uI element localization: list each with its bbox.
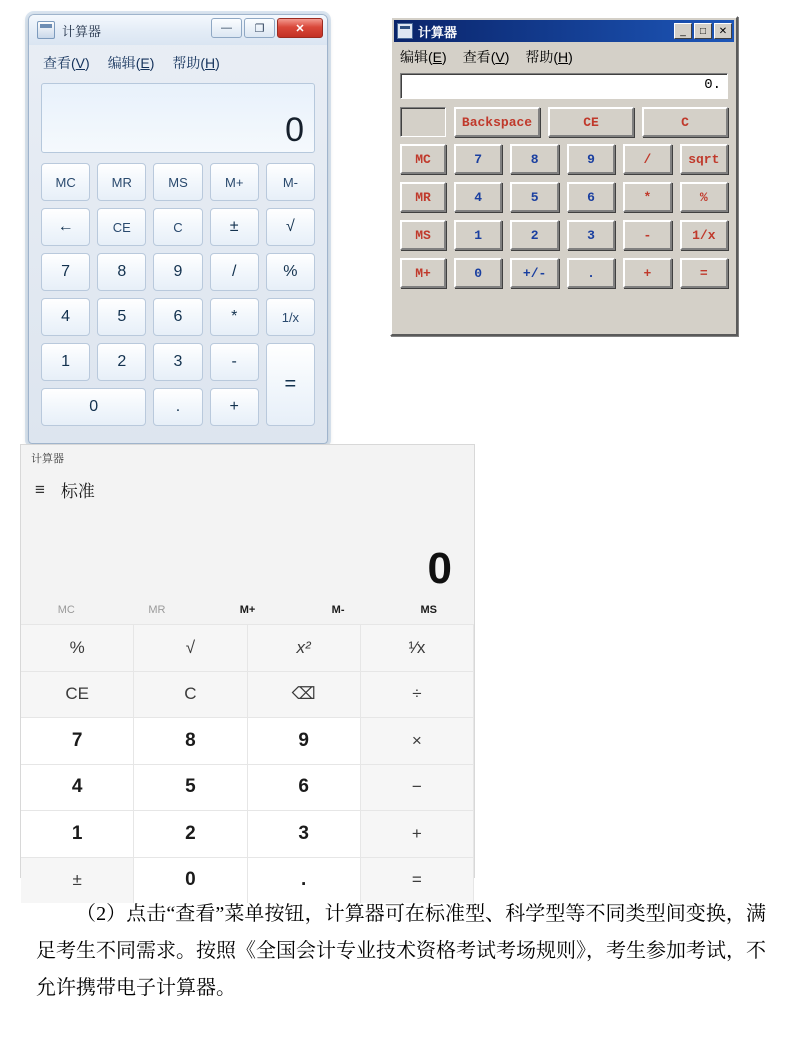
win7-display-value: 0 [285, 111, 304, 149]
key-1[interactable]: 1 [41, 343, 90, 381]
win7-window-title: 计算器 [62, 23, 102, 39]
backspace-icon[interactable]: ⌫ [248, 671, 361, 718]
key-1[interactable]: 1 [21, 810, 134, 857]
key-multiply[interactable]: * [210, 298, 259, 336]
key-0[interactable]: 0 [134, 857, 247, 904]
key-2[interactable]: 2 [134, 810, 247, 857]
key-9[interactable]: 9 [248, 717, 361, 764]
key-reciprocal[interactable]: 1/x [266, 298, 315, 336]
key-6[interactable]: 6 [567, 182, 615, 212]
key-ce[interactable]: CE [97, 208, 146, 246]
win10-header [21, 469, 474, 508]
calculator-icon [37, 21, 55, 39]
key-decimal[interactable]: . [567, 258, 615, 288]
key-minus[interactable]: - [623, 220, 671, 250]
close-button[interactable]: ✕ [714, 23, 732, 39]
key-5[interactable]: 5 [97, 298, 146, 336]
key-m-minus[interactable]: M- [331, 604, 345, 616]
key-percent[interactable]: % [680, 182, 728, 212]
key-3[interactable]: 3 [567, 220, 615, 250]
key-multiply[interactable]: × [361, 717, 474, 764]
winxp-window-controls [674, 23, 732, 39]
key-2[interactable]: 2 [97, 343, 146, 381]
key-7[interactable]: 7 [41, 253, 90, 291]
key-percent[interactable]: % [266, 253, 315, 291]
key-divide[interactable]: / [623, 144, 671, 174]
key-reciprocal[interactable]: ¹⁄x [361, 624, 474, 671]
winxp-title-bar[interactable] [394, 20, 734, 42]
key-m-minus[interactable]: M- [266, 163, 315, 201]
win10-memory-row [21, 598, 474, 624]
win10-display-value: 0 [427, 544, 452, 593]
key-mr[interactable]: MR [97, 163, 146, 201]
key-mr[interactable]: MR [400, 182, 446, 212]
win7-keypad [29, 163, 327, 438]
body-paragraph [36, 896, 766, 1007]
key-3[interactable]: 3 [248, 810, 361, 857]
key-minus[interactable]: − [361, 764, 474, 811]
close-button[interactable]: ✕ [277, 18, 323, 38]
win7-window-controls [211, 18, 323, 38]
calculator-mode-label: 标准 [60, 482, 95, 501]
key-ce[interactable]: CE [548, 107, 634, 137]
key-7[interactable]: 7 [454, 144, 502, 174]
key-4[interactable]: 4 [41, 298, 90, 336]
win7-menu-bar [29, 45, 327, 79]
win10-window-title: 计算器 [31, 453, 64, 465]
menu-item-edit[interactable]: 编辑(E) [107, 55, 155, 71]
minimize-button[interactable]: — [211, 18, 242, 38]
key-percent[interactable]: % [21, 624, 134, 671]
memory-indicator [400, 107, 446, 137]
key-0[interactable]: 0 [41, 388, 146, 426]
winxp-display [400, 73, 728, 99]
key-6[interactable]: 6 [153, 298, 202, 336]
winxp-keypad [392, 107, 736, 296]
calculator-icon [397, 23, 413, 39]
key-divide[interactable]: / [210, 253, 259, 291]
key-plus-minus[interactable]: ± [21, 857, 134, 904]
key-c[interactable]: C [153, 208, 202, 246]
key-c[interactable]: C [134, 671, 247, 718]
key-mc[interactable]: MC [400, 144, 446, 174]
key-plus-minus[interactable]: +/- [510, 258, 558, 288]
key-3[interactable]: 3 [153, 343, 202, 381]
win10-display [21, 508, 474, 598]
menu-item-edit[interactable]: 编辑(E) [400, 49, 447, 65]
key-8[interactable]: 8 [97, 253, 146, 291]
key-decimal[interactable]: . [248, 857, 361, 904]
key-5[interactable]: 5 [510, 182, 558, 212]
key-c[interactable]: C [642, 107, 728, 137]
key-multiply[interactable]: * [623, 182, 671, 212]
key-6[interactable]: 6 [248, 764, 361, 811]
key-equals[interactable]: = [361, 857, 474, 904]
key-square[interactable]: x² [248, 624, 361, 671]
winxp-calculator-window [390, 16, 738, 336]
hamburger-menu-icon[interactable]: ≡ [35, 480, 45, 499]
key-7[interactable]: 7 [21, 717, 134, 764]
key-plus[interactable]: + [210, 388, 259, 426]
menu-item-view[interactable]: 查看(V) [43, 55, 90, 71]
key-equals[interactable]: = [680, 258, 728, 288]
key-sqrt[interactable]: sqrt [680, 144, 728, 174]
win10-keypad [21, 624, 474, 903]
key-9[interactable]: 9 [567, 144, 615, 174]
key-mc[interactable]: MC [41, 163, 90, 201]
winxp-display-value: 0. [704, 77, 721, 93]
key-4[interactable]: 4 [454, 182, 502, 212]
maximize-button[interactable]: □ [694, 23, 712, 39]
key-ms[interactable]: MS [400, 220, 446, 250]
winxp-window-title: 计算器 [418, 24, 458, 40]
minimize-button[interactable]: _ [674, 23, 692, 39]
key-ce[interactable]: CE [21, 671, 134, 718]
key-backspace[interactable]: Backspace [454, 107, 540, 137]
winxp-top-row [400, 107, 728, 137]
key-reciprocal[interactable]: 1/x [680, 220, 728, 250]
win7-display [41, 83, 315, 153]
key-2[interactable]: 2 [510, 220, 558, 250]
key-m-plus[interactable]: M+ [239, 604, 256, 616]
key-ms[interactable]: MS [420, 604, 437, 616]
key-5[interactable]: 5 [134, 764, 247, 811]
win10-calculator-window [20, 444, 475, 891]
key-1[interactable]: 1 [454, 220, 502, 250]
key-9[interactable]: 9 [153, 253, 202, 291]
key-decimal[interactable]: . [153, 388, 202, 426]
key-m-plus[interactable]: M+ [400, 258, 446, 288]
key-sqrt[interactable]: √ [134, 624, 247, 671]
key-divide[interactable]: ÷ [361, 671, 474, 718]
win7-calculator-window [28, 14, 328, 444]
key-minus[interactable]: - [210, 343, 259, 381]
menu-item-help[interactable]: 帮助(H) [172, 55, 220, 71]
key-sqrt[interactable]: √ [266, 208, 315, 246]
key-plus[interactable]: + [623, 258, 671, 288]
key-m-plus[interactable]: M+ [210, 163, 259, 201]
maximize-button[interactable]: ❐ [244, 18, 275, 38]
menu-item-help[interactable]: 帮助(H) [525, 49, 573, 65]
paragraph-text: （2）点击“查看”菜单按钮，计算器可在标准型、科学型等不同类型间变换，满足考生不同需求。按照《全国会计专业技术资格考试考场规则》，考生参加考试，不允许携带电子计算器。 [36, 903, 766, 999]
key-4[interactable]: 4 [21, 764, 134, 811]
key-8[interactable]: 8 [134, 717, 247, 764]
winxp-main-grid [400, 144, 728, 288]
key-mr[interactable]: MR [148, 604, 166, 616]
key-8[interactable]: 8 [510, 144, 558, 174]
win7-title-bar[interactable] [29, 15, 327, 45]
key-0[interactable]: 0 [454, 258, 502, 288]
key-equals[interactable]: = [266, 343, 315, 426]
key-ms[interactable]: MS [153, 163, 202, 201]
winxp-menu-bar [392, 44, 736, 69]
menu-item-view[interactable]: 查看(V) [462, 49, 510, 65]
key-plus[interactable]: + [361, 810, 474, 857]
key-backspace[interactable]: ← [41, 208, 90, 246]
key-plus-minus[interactable]: ± [210, 208, 259, 246]
key-mc[interactable]: MC [57, 604, 75, 616]
